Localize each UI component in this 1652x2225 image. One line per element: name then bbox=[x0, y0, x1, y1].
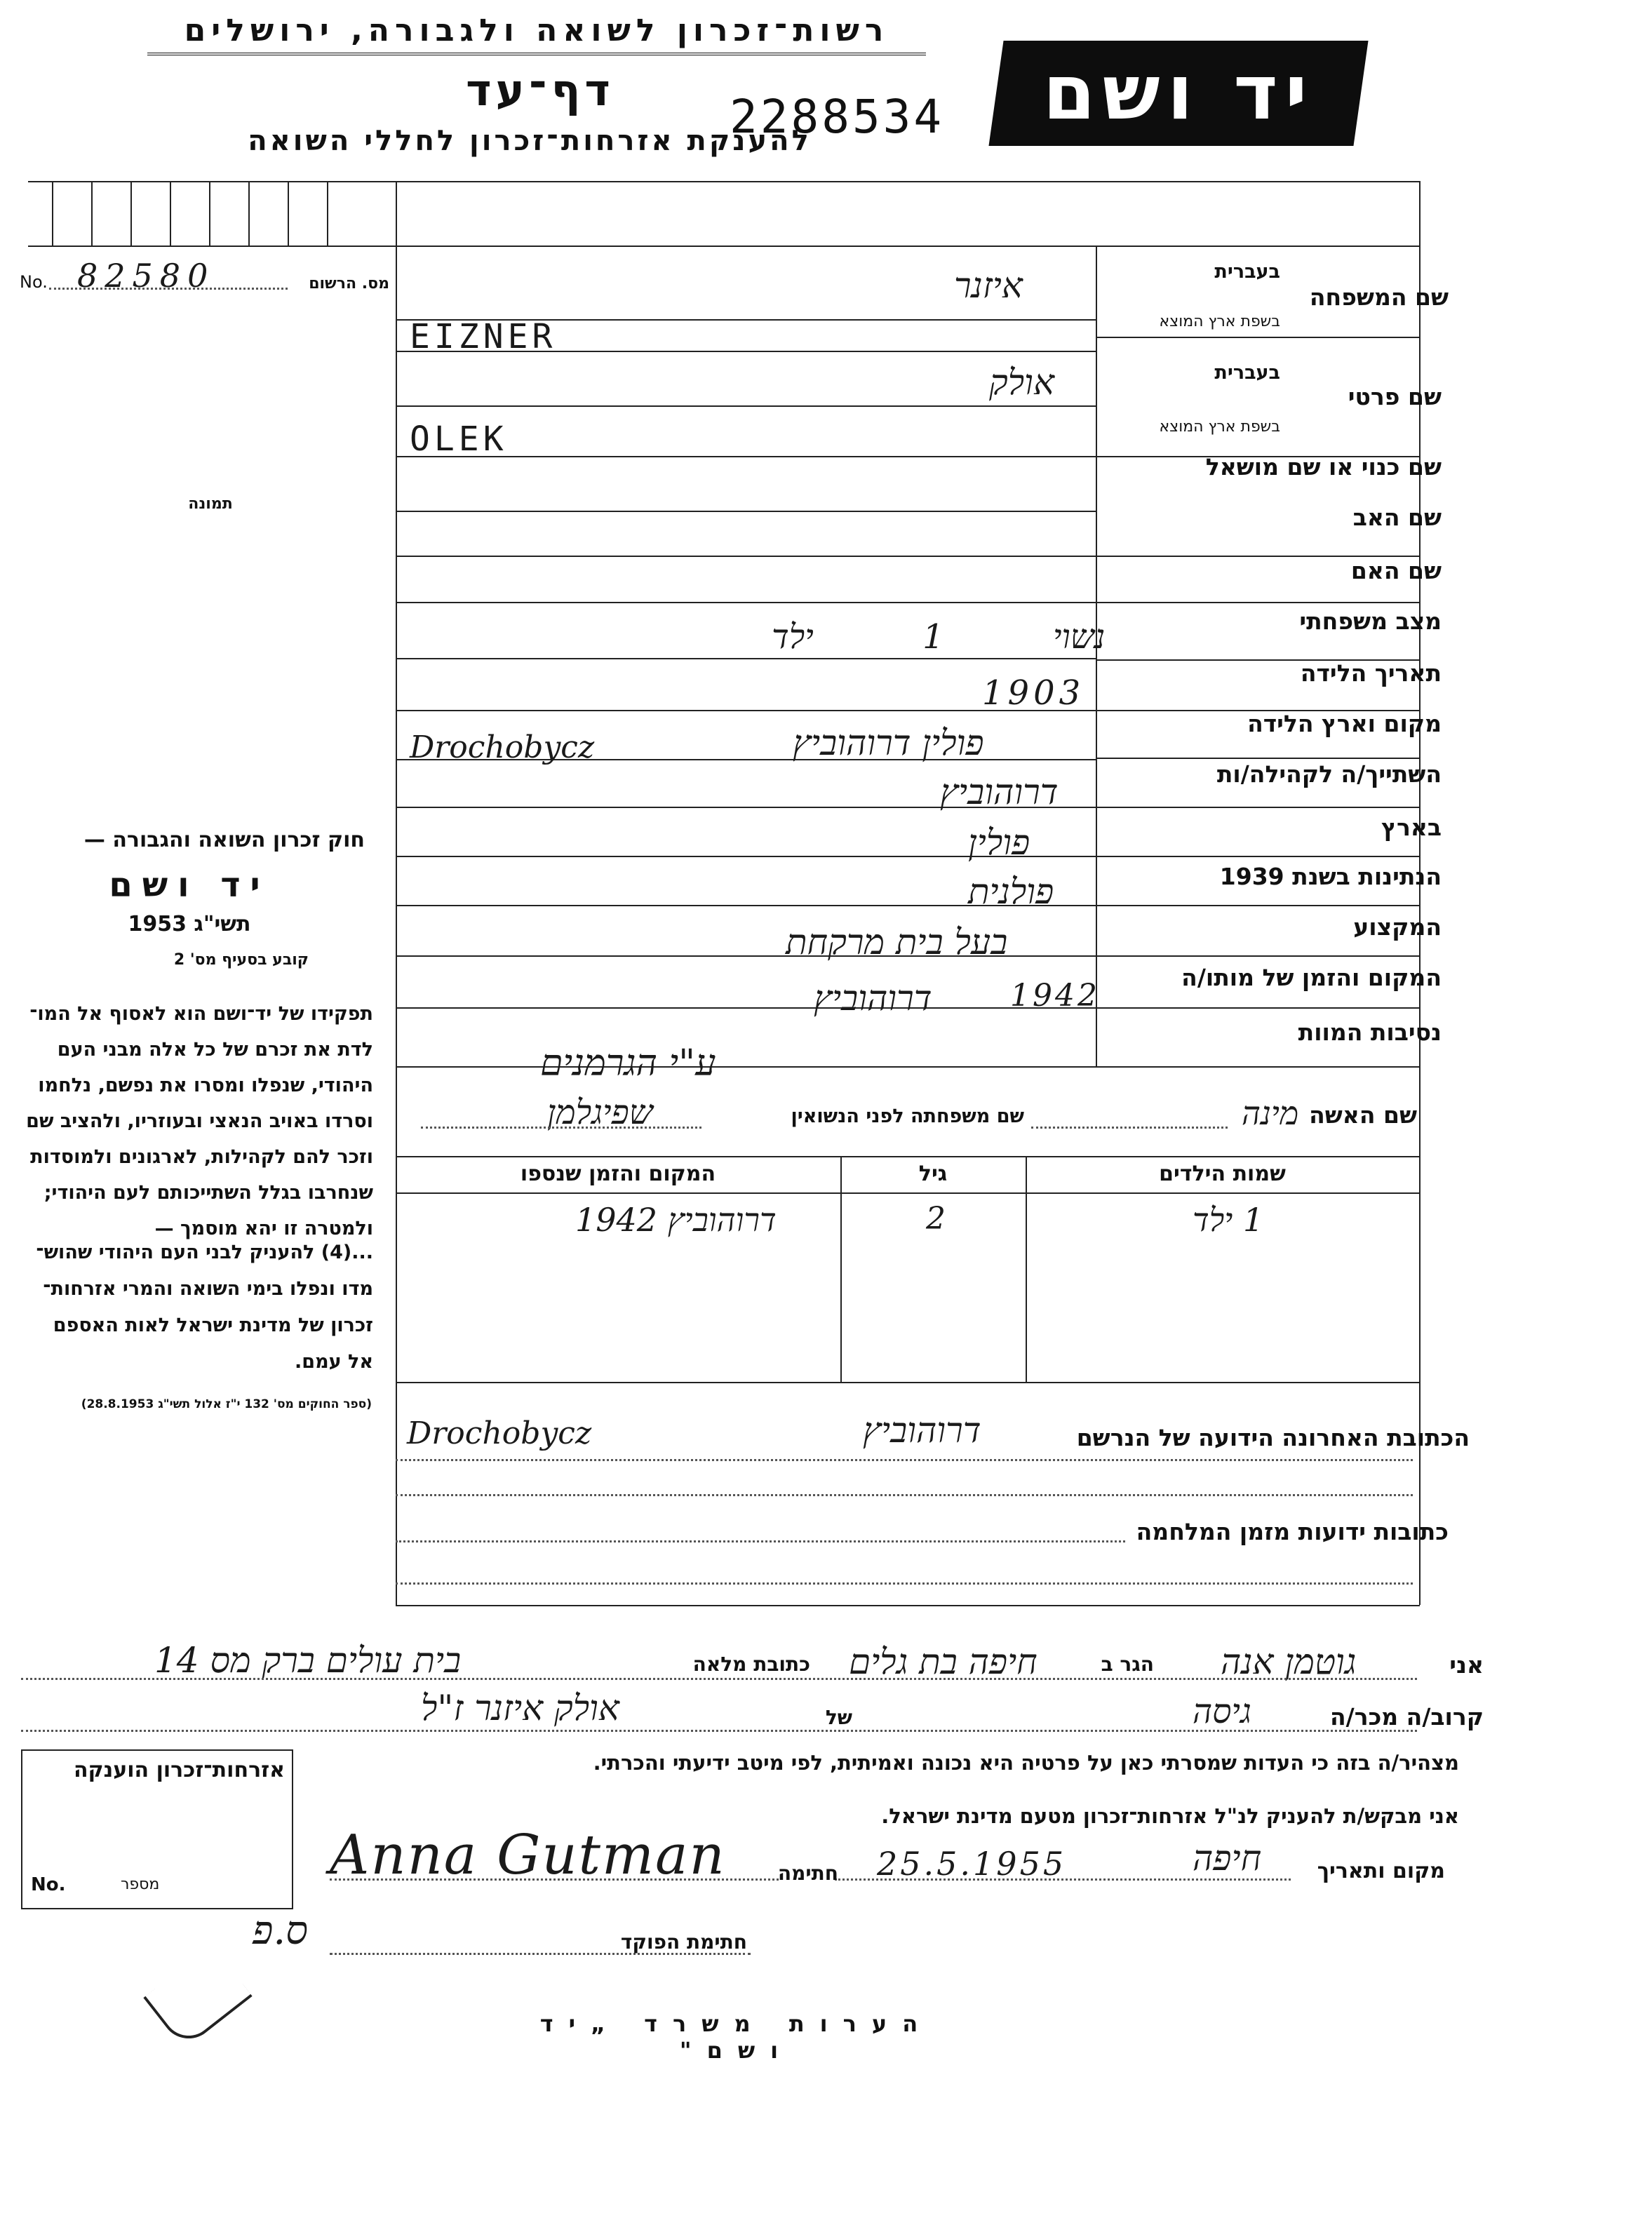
surname-hebrew-value: איזנר bbox=[954, 265, 1023, 306]
office-notes-label: הערות משרד „יד ושם" bbox=[539, 2010, 934, 2064]
clerk-signature-mark bbox=[143, 1944, 253, 2050]
marital-label: מצב משפחתי bbox=[1299, 607, 1442, 635]
circumstances-value: ע"י הגרמנים bbox=[540, 1042, 716, 1084]
children-age-header: גיל bbox=[918, 1162, 948, 1186]
law-paragraph-2: ...(4) להעניק לבני העם היהודי שהוש־ מדו ונפלו בימי השואה והמרי אזרחות־ זכרון של מדינת ישראל לאות האספם אל עמם. bbox=[36, 1242, 373, 1373]
registration-number-value: 82580 bbox=[77, 257, 215, 295]
birth-place-label: מקום וארץ הלידה bbox=[1247, 710, 1442, 737]
community-value: דרוהוביץ bbox=[940, 772, 1059, 812]
registration-number-label: מס. הרשום bbox=[309, 275, 389, 293]
maiden-name-value: שפיגלמן bbox=[547, 1093, 653, 1132]
address-label: הכתובת האחרונה הידועה של הנרשם bbox=[1076, 1424, 1470, 1451]
children-place-header: המקום והזמן שנספו bbox=[520, 1162, 716, 1186]
law-year: תשי"ג 1953 bbox=[128, 912, 251, 936]
citizenship-value: פולנית bbox=[968, 871, 1054, 912]
logo-text: יד ושם bbox=[1042, 49, 1315, 137]
first-name-hebrew-value: אולק bbox=[989, 362, 1054, 403]
first-name-hebrew-sub: בעברית bbox=[1214, 362, 1280, 384]
declaration-date: 25.5.1955 bbox=[877, 1845, 1067, 1883]
mother-label: שם האם bbox=[1350, 557, 1442, 584]
registration-number-en-label: No. bbox=[20, 272, 48, 292]
subject-name: אולק איזנר ז"ל bbox=[421, 1688, 619, 1728]
surname-native-sub: בשפת ארץ המוצא bbox=[1159, 313, 1280, 330]
citizenship-label: הנתינות בשנת 1939 bbox=[1219, 863, 1442, 890]
declarant-ani: אני bbox=[1449, 1651, 1484, 1679]
death-place-value: דרוהוביץ bbox=[814, 978, 932, 1019]
first-name-label: שם פרטי bbox=[1348, 383, 1442, 410]
lives-in-label: הגר ב bbox=[1101, 1653, 1154, 1676]
clerk-signature-label: חתימת הפוקד bbox=[620, 1930, 747, 1954]
relation-label: קרוב/ה מכר/ה bbox=[1330, 1703, 1484, 1730]
surname-label: שם המשפחה bbox=[1309, 283, 1449, 311]
law-citation: (ספר החוקים מס' 132 י"ז אלול תשי"ג 28.8.1953) bbox=[81, 1397, 372, 1411]
declarant-city: חיפה בת גלים bbox=[849, 1641, 1037, 1682]
full-address-label: כתובת מלאה bbox=[692, 1653, 810, 1676]
data-column-left-line bbox=[396, 181, 397, 1605]
country-label: בארץ bbox=[1381, 814, 1442, 841]
wife-label: שם האשה bbox=[1309, 1101, 1417, 1129]
photo-label: תמונה bbox=[188, 495, 233, 513]
nickname-label: שם כנוי או שם מושאל bbox=[1205, 453, 1442, 480]
child-place: דרוהוביץ 1942 bbox=[575, 1201, 777, 1239]
relation-value: גיסה bbox=[1193, 1692, 1251, 1731]
clerk-initials: ס.פ bbox=[253, 1908, 308, 1954]
war-address-label: כתובות ידועות מזמן המלחמה bbox=[1136, 1518, 1449, 1545]
death-year-value: 1942 bbox=[1010, 978, 1100, 1014]
citizenship-box-number-label: מספר bbox=[121, 1876, 160, 1893]
form-number: 2288534 bbox=[730, 90, 945, 144]
form-title: דף־עד bbox=[466, 65, 615, 116]
form-subtitle: להענקת אזרחות־זכרון לחללי השואה bbox=[248, 125, 812, 157]
first-name-native-sub: בשפת ארץ המוצא bbox=[1159, 418, 1280, 436]
wife-value: מינה bbox=[1242, 1094, 1299, 1132]
law-section: קובע בסעיף מס' 2 bbox=[173, 951, 309, 969]
child-name: 1 ילד bbox=[1193, 1201, 1264, 1239]
circumstances-label: נסיבות המוות bbox=[1298, 1019, 1442, 1046]
of-label: של bbox=[825, 1706, 852, 1729]
header-box-bottom bbox=[28, 246, 1421, 247]
citizenship-granted-box bbox=[21, 1749, 293, 1909]
surname-hebrew-sub: בעברית bbox=[1214, 261, 1280, 283]
profession-label: המקצוע bbox=[1353, 913, 1442, 941]
birth-date-value: 1903 bbox=[982, 673, 1085, 713]
children-names-header: שמות הילדים bbox=[1159, 1162, 1286, 1186]
country-value: פולין bbox=[968, 822, 1030, 863]
marital-value: נשוי 1 ילד bbox=[772, 617, 1106, 657]
law-heading: חוק זכרון השואה והגבורה — bbox=[83, 828, 365, 852]
father-label: שם האב bbox=[1352, 504, 1442, 531]
community-label: השתייך/ה לקהילה/ות bbox=[1216, 760, 1442, 788]
profession-value: בעל בית מרקחת bbox=[786, 922, 1008, 962]
birth-place-latin-value: Drochobycz bbox=[410, 730, 595, 765]
birth-date-label: תאריך הלידה bbox=[1300, 659, 1442, 687]
signature-label: חתימה bbox=[777, 1862, 838, 1885]
top-frame-line bbox=[28, 181, 1421, 182]
law-title: יד ושם bbox=[109, 866, 270, 905]
declaration-place: חיפה bbox=[1193, 1838, 1262, 1878]
first-name-latin-value: OLEK bbox=[410, 419, 508, 459]
death-label: המקום והזמן של מותו/ה bbox=[1181, 964, 1442, 991]
declarant-name: גוטמן אנה bbox=[1221, 1641, 1357, 1682]
yad-vashem-logo bbox=[988, 41, 1368, 146]
birth-place-hebrew-value: פולין דרוהוביץ bbox=[793, 722, 984, 763]
surname-latin-value: EIZNER bbox=[410, 317, 557, 356]
maiden-name-label: שם משפחתה לפני הנשואין bbox=[791, 1105, 1024, 1127]
child-age: 2 bbox=[926, 1201, 946, 1237]
declaration-text: מצהיר/ה בזה כי העדות שמסרתי כאן על פרטיה היא נכונה ואמיתית, לפי מיטב ידיעתי והכרתי. bbox=[593, 1751, 1459, 1775]
address-hebrew-value: דרוהוביץ bbox=[863, 1410, 981, 1451]
authority-title: רשות־זכרון לשואה ולגבורה, ירושלים bbox=[147, 13, 926, 55]
declarant-address: בית עולים ברק מס 14 bbox=[154, 1640, 462, 1681]
maiden-dots bbox=[421, 1127, 701, 1129]
law-paragraph-1: תפקידו של יד־ושם הוא לאסוף אל המו־ לדת את זכרם של כל אלה מבני העם היהודי, שנפלו ומסרו את נפשם, נלחמו וסרדו באויב הנאצי ובעוזריו, ולהציב שם וזכר להם לקהילות, לארגונים ולמוסדות שנחרבו בגלל השתייכותם לעם היהודי; ולמטרה זו יהא מוסמך — bbox=[26, 1003, 373, 1239]
request-text: אני מבקש/ת להעניק לנ"ל אזרחות־זכרון מטעם מדינת ישראל. bbox=[881, 1804, 1459, 1828]
place-date-label: מקום ותאריך bbox=[1317, 1859, 1445, 1883]
wife-dots bbox=[1031, 1127, 1228, 1129]
address-latin-value: Drochobycz bbox=[407, 1416, 592, 1451]
citizenship-box-title: אזרחות־זכרון הוענקה bbox=[73, 1758, 285, 1782]
citizenship-box-no: No. bbox=[31, 1874, 66, 1895]
declarant-signature: Anna Gutman bbox=[330, 1824, 726, 1887]
